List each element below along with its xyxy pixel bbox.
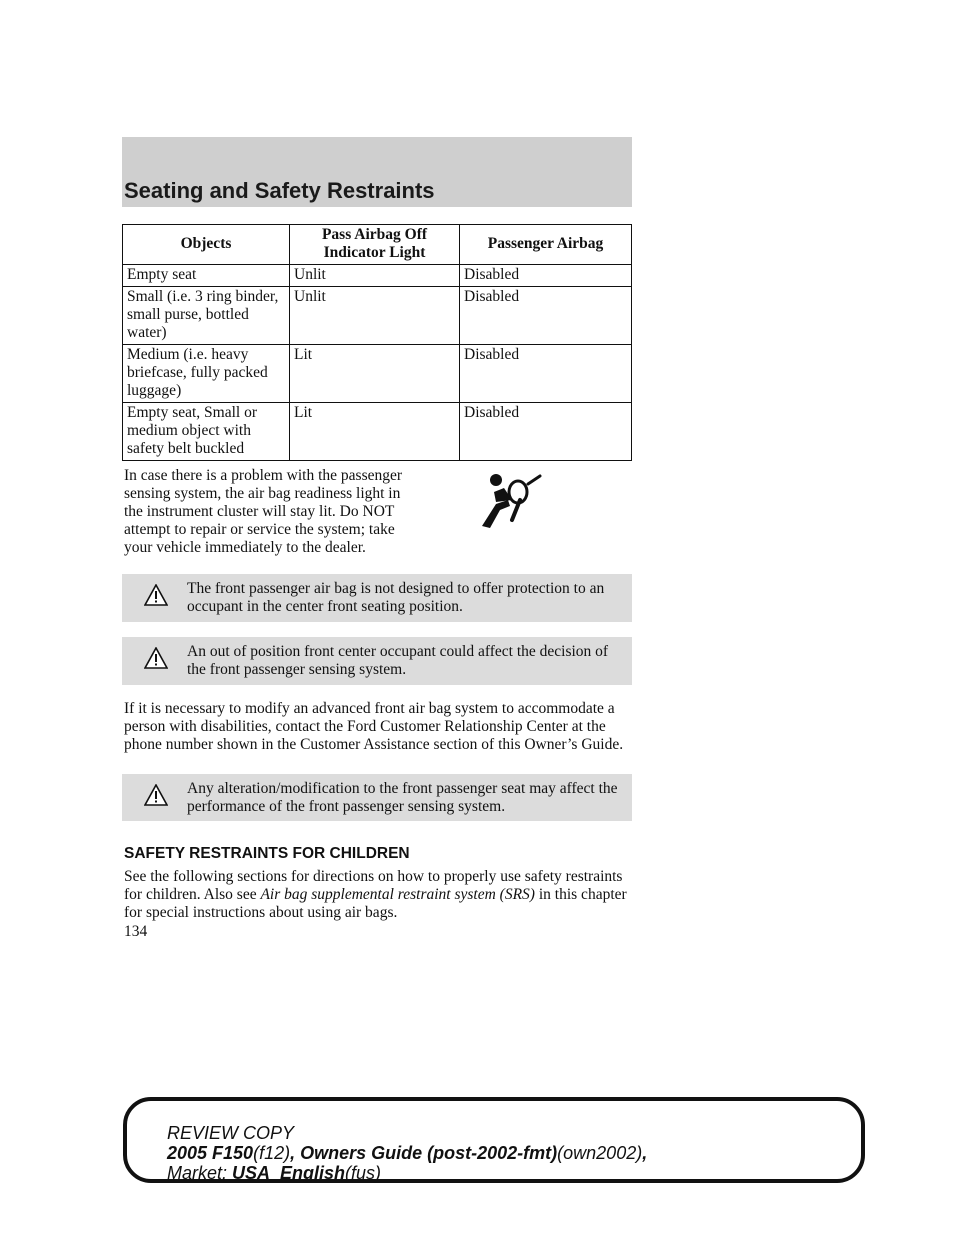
table-cell: Disabled xyxy=(460,345,632,403)
children-paragraph xyxy=(124,868,634,922)
market-code: (fus) xyxy=(345,1163,382,1183)
table-cell: Unlit xyxy=(290,287,460,345)
warning-icon xyxy=(144,784,168,806)
table-header-cell: Objects xyxy=(123,225,290,265)
warning-text: Any alteration/modification to the front passenger seat may affect the performance of the front passenger sensing system. xyxy=(187,780,618,815)
review-market-line xyxy=(167,1163,647,1183)
table-row xyxy=(123,265,632,287)
table-cell: Empty seat xyxy=(123,265,290,287)
children-text-start: See the following sections for directions on how to properly use safety restraints for children. Also see xyxy=(124,868,623,903)
review-model-line xyxy=(167,1143,647,1163)
warning-text: An out of position front center occupant could affect the decision of the front passenger sensing system. xyxy=(187,643,609,678)
warning-box xyxy=(122,637,632,685)
table-header-cell: Passenger Airbag xyxy=(460,225,632,265)
warning-icon xyxy=(144,647,168,669)
warning-box xyxy=(122,574,632,622)
table-cell: Disabled xyxy=(460,403,632,461)
guide-suffix: , xyxy=(642,1143,648,1163)
table-cell: Small (i.e. 3 ring binder, small purse, bottled water) xyxy=(123,287,290,345)
table-row xyxy=(123,345,632,403)
table-cell: Unlit xyxy=(290,265,460,287)
review-copy-label: REVIEW COPY xyxy=(167,1123,295,1143)
warning-icon xyxy=(144,584,168,606)
review-copy-box xyxy=(123,1097,865,1183)
table-header-cell: Pass Airbag Off Indicator Light xyxy=(290,225,460,265)
page-title: Seating and Safety Restraints xyxy=(124,178,435,203)
airbag-readiness-icon xyxy=(474,470,544,530)
table-header-row xyxy=(123,225,632,265)
children-text-end: in this chapter for special instructions about using air bags. xyxy=(124,886,627,921)
table-cell: Disabled xyxy=(460,287,632,345)
table-cell: Lit xyxy=(290,403,460,461)
section-heading: SAFETY RESTRAINTS FOR CHILDREN xyxy=(124,845,410,862)
guide-prefix: , xyxy=(290,1143,301,1163)
warning-text: The front passenger air bag is not designed to offer protection to an occupant in the center front seating position. xyxy=(187,580,605,615)
page-number: 134 xyxy=(124,923,148,940)
table-row xyxy=(123,403,632,461)
srs-reference: Air bag supplemental restraint system (SRS) xyxy=(260,886,535,903)
warning-box xyxy=(122,774,632,821)
table-cell: Empty seat, Small or medium object with safety belt buckled xyxy=(123,403,290,461)
table-cell: Medium (i.e. heavy briefcase, fully packed luggage) xyxy=(123,345,290,403)
disabilities-paragraph: If it is necessary to modify an advanced front air bag system to accommodate a person with disabilities, contact the Ford Customer Relationship Center at the phone number shown in the Customer Assistance section of this Owner’s Guide. xyxy=(124,700,624,753)
model-name: 2005 F150 xyxy=(167,1143,254,1163)
market-name: USA_English xyxy=(232,1163,346,1183)
guide-name: Owners Guide (post-2002-fmt) xyxy=(300,1143,558,1163)
table-row xyxy=(123,287,632,345)
model-code: (f12) xyxy=(253,1143,291,1163)
table-cell: Disabled xyxy=(460,265,632,287)
airbag-status-table xyxy=(122,224,632,461)
guide-code: (own2002) xyxy=(557,1143,643,1163)
sensing-problem-paragraph: In case there is a problem with the passenger sensing system, the air bag readiness light in the instrument cluster will stay lit. Do NOT attempt to repair or service the system; take your vehicle immediately to the dealer. xyxy=(124,467,403,556)
market-label: Market: xyxy=(167,1163,233,1183)
table-cell: Lit xyxy=(290,345,460,403)
